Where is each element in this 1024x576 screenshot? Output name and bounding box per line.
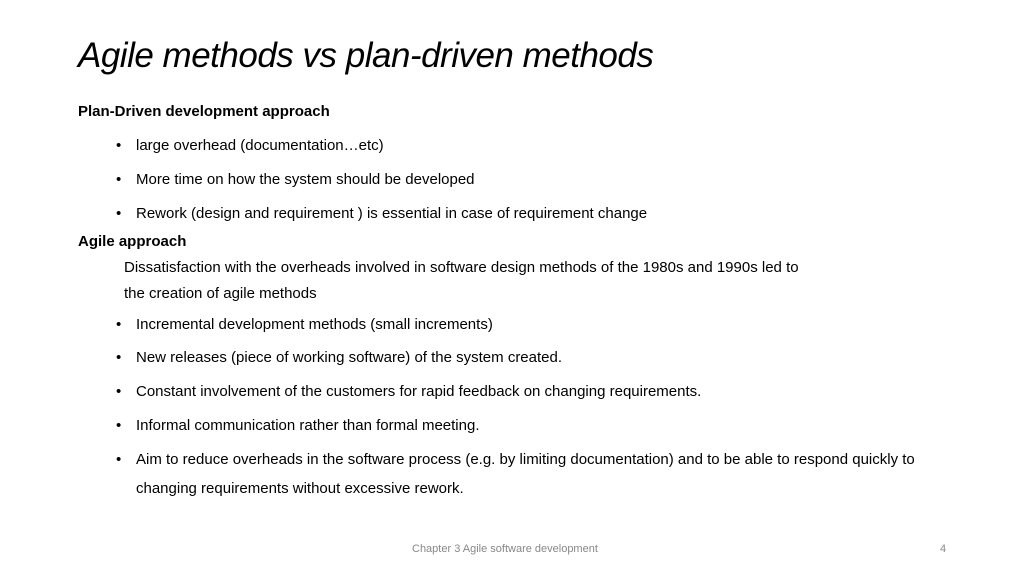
bullet-text: Constant involvement of the customers for rapid feedback on changing requirements. <box>136 383 702 400</box>
bullet-dot: • <box>116 349 122 366</box>
slide-title: Agile methods vs plan-driven methods <box>78 36 654 75</box>
bullet-text: New releases (piece of working software) of the system created. <box>136 349 563 366</box>
bullet-dot: • <box>116 205 122 222</box>
bullet-dot: • <box>116 383 122 400</box>
plan-driven-heading: Plan-Driven development approach <box>78 103 330 120</box>
bullet-text: Rework (design and requirement ) is essential in case of requirement change <box>136 205 648 222</box>
agile-intro-line: the creation of agile methods <box>124 285 317 302</box>
bullet-dot: • <box>116 137 122 154</box>
footer-chapter-label: Chapter 3 Agile software development <box>412 543 598 555</box>
bullet-text: Aim to reduce overheads in the software process (e.g. by limiting documentation) and to be able to respond quickly to changing requirements without excessive rework. <box>136 451 915 497</box>
bullet-text: Informal communication rather than formal meeting. <box>136 417 480 434</box>
agile-intro-line: Dissatisfaction with the overheads involved in software design methods of the 1980s and 1990s led to <box>124 259 799 276</box>
bullet-dot: • <box>116 171 122 188</box>
bullet-dot: • <box>116 451 122 468</box>
bullet-dot: • <box>116 316 122 333</box>
bullet-text: More time on how the system should be developed <box>136 171 475 188</box>
bullet-text: large overhead (documentation…etc) <box>136 137 384 154</box>
agile-heading: Agile approach <box>78 233 187 250</box>
bullet-text: Incremental development methods (small increments) <box>136 316 493 333</box>
page-number: 4 <box>940 543 947 555</box>
bullet-dot: • <box>116 417 122 434</box>
